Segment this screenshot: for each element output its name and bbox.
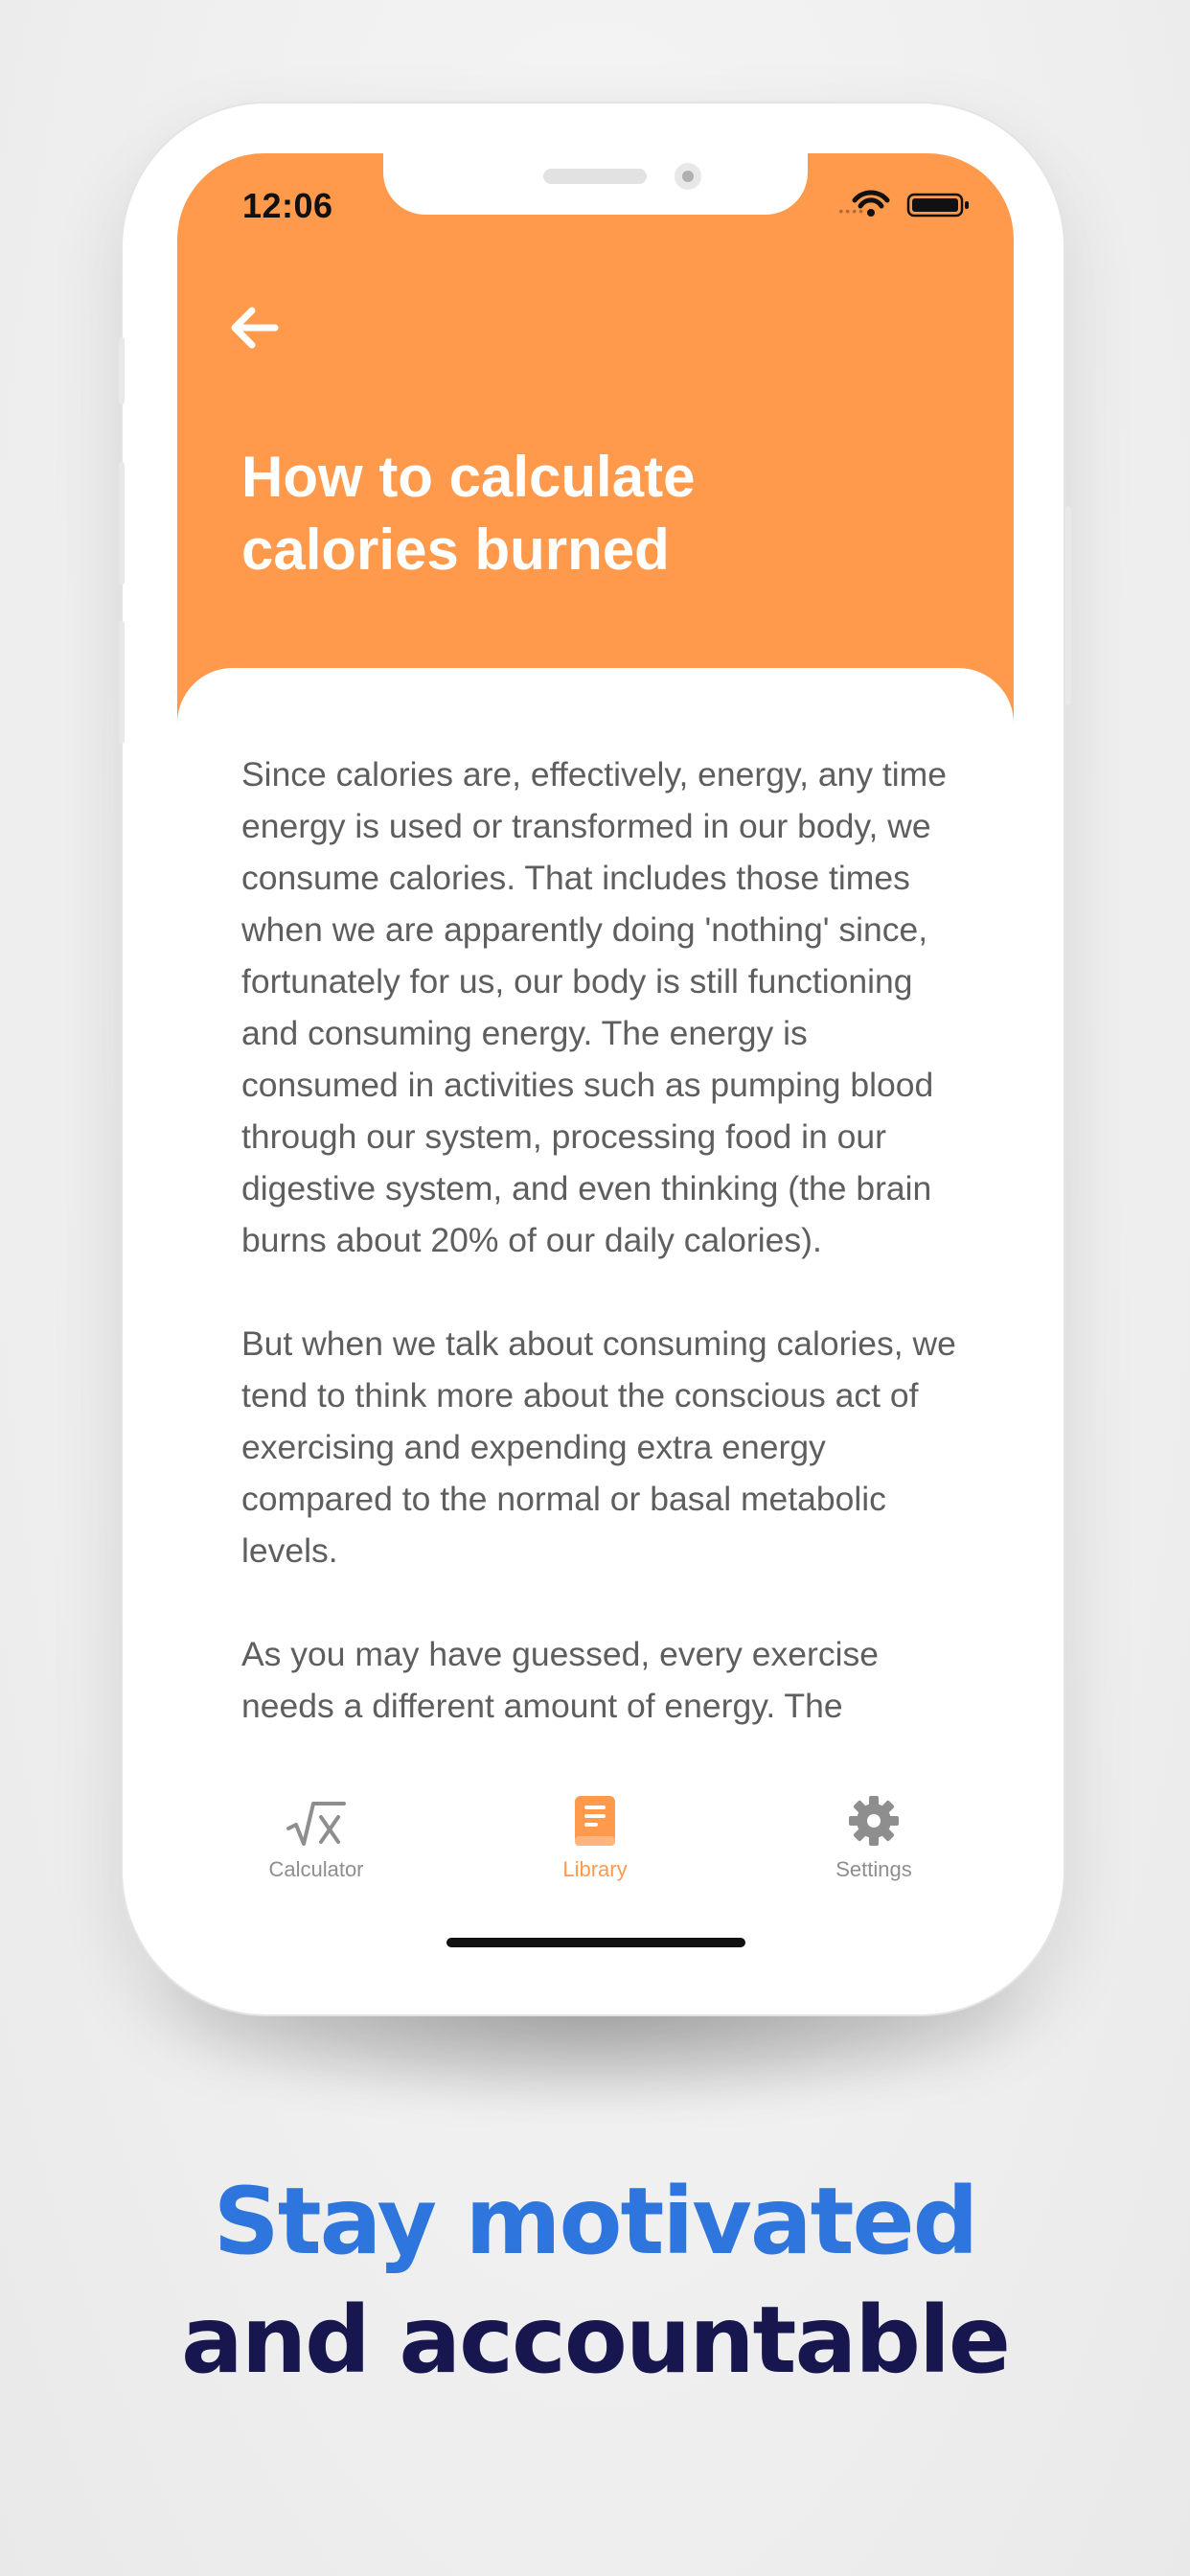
article-paragraph-3: As you may have guessed, every exercise needs a different amount of energy. The bbox=[241, 1635, 879, 1725]
home-indicator[interactable] bbox=[446, 1938, 745, 1947]
book-icon bbox=[573, 1794, 617, 1848]
status-icons bbox=[849, 190, 973, 218]
volume-down-button bbox=[119, 621, 125, 744]
battery-icon bbox=[908, 195, 969, 216]
tagline-line-1: Stay motivated bbox=[213, 2168, 977, 2275]
page-title-line-2: calories burned bbox=[241, 518, 670, 582]
page-title-line-1: How to calculate bbox=[241, 445, 696, 509]
page-title bbox=[241, 441, 912, 586]
speaker bbox=[543, 169, 647, 184]
mute-switch bbox=[119, 337, 125, 404]
phone-screen bbox=[177, 153, 1014, 1965]
tab-library-label: Library bbox=[562, 1857, 628, 1881]
tab-library[interactable] bbox=[499, 1792, 691, 1882]
signal-dots-icon: •••• bbox=[838, 203, 865, 218]
wifi-icon bbox=[855, 193, 887, 217]
gear-icon bbox=[847, 1794, 901, 1848]
article-paragraph-1: Since calories are, effectively, energy, any time energy is used or transformed in our body, we consume calories. That includes those times when we are apparently doing 'nothing' since, fortunately for us, our body is still functioning and consuming energy. The energy is consumed in activities such as pumping blood through our system, processing food in our digestive system, and even thinking (the brain burns about 20% of our daily calories). bbox=[241, 755, 947, 1259]
tab-calculator-label: Calculator bbox=[268, 1857, 364, 1881]
volume-up-button bbox=[119, 462, 125, 585]
tab-settings[interactable] bbox=[778, 1792, 970, 1882]
article-paragraph-2: But when we talk about consuming calories, we tend to think more about the conscious act of exercising and expending extra energy compared to the normal or basal metabolic levels. bbox=[241, 1324, 956, 1570]
notch bbox=[383, 153, 808, 215]
front-camera bbox=[675, 163, 701, 190]
power-button bbox=[1065, 506, 1071, 705]
status-time: 12:06 bbox=[242, 186, 333, 225]
back-arrow-icon[interactable] bbox=[223, 297, 285, 358]
tagline-line-2: and accountable bbox=[181, 2287, 1009, 2394]
tab-settings-label: Settings bbox=[835, 1857, 912, 1881]
square-root-icon bbox=[286, 1800, 346, 1848]
tab-calculator[interactable] bbox=[220, 1792, 412, 1882]
article-header bbox=[177, 153, 1014, 748]
article-body[interactable] bbox=[241, 748, 960, 1763]
